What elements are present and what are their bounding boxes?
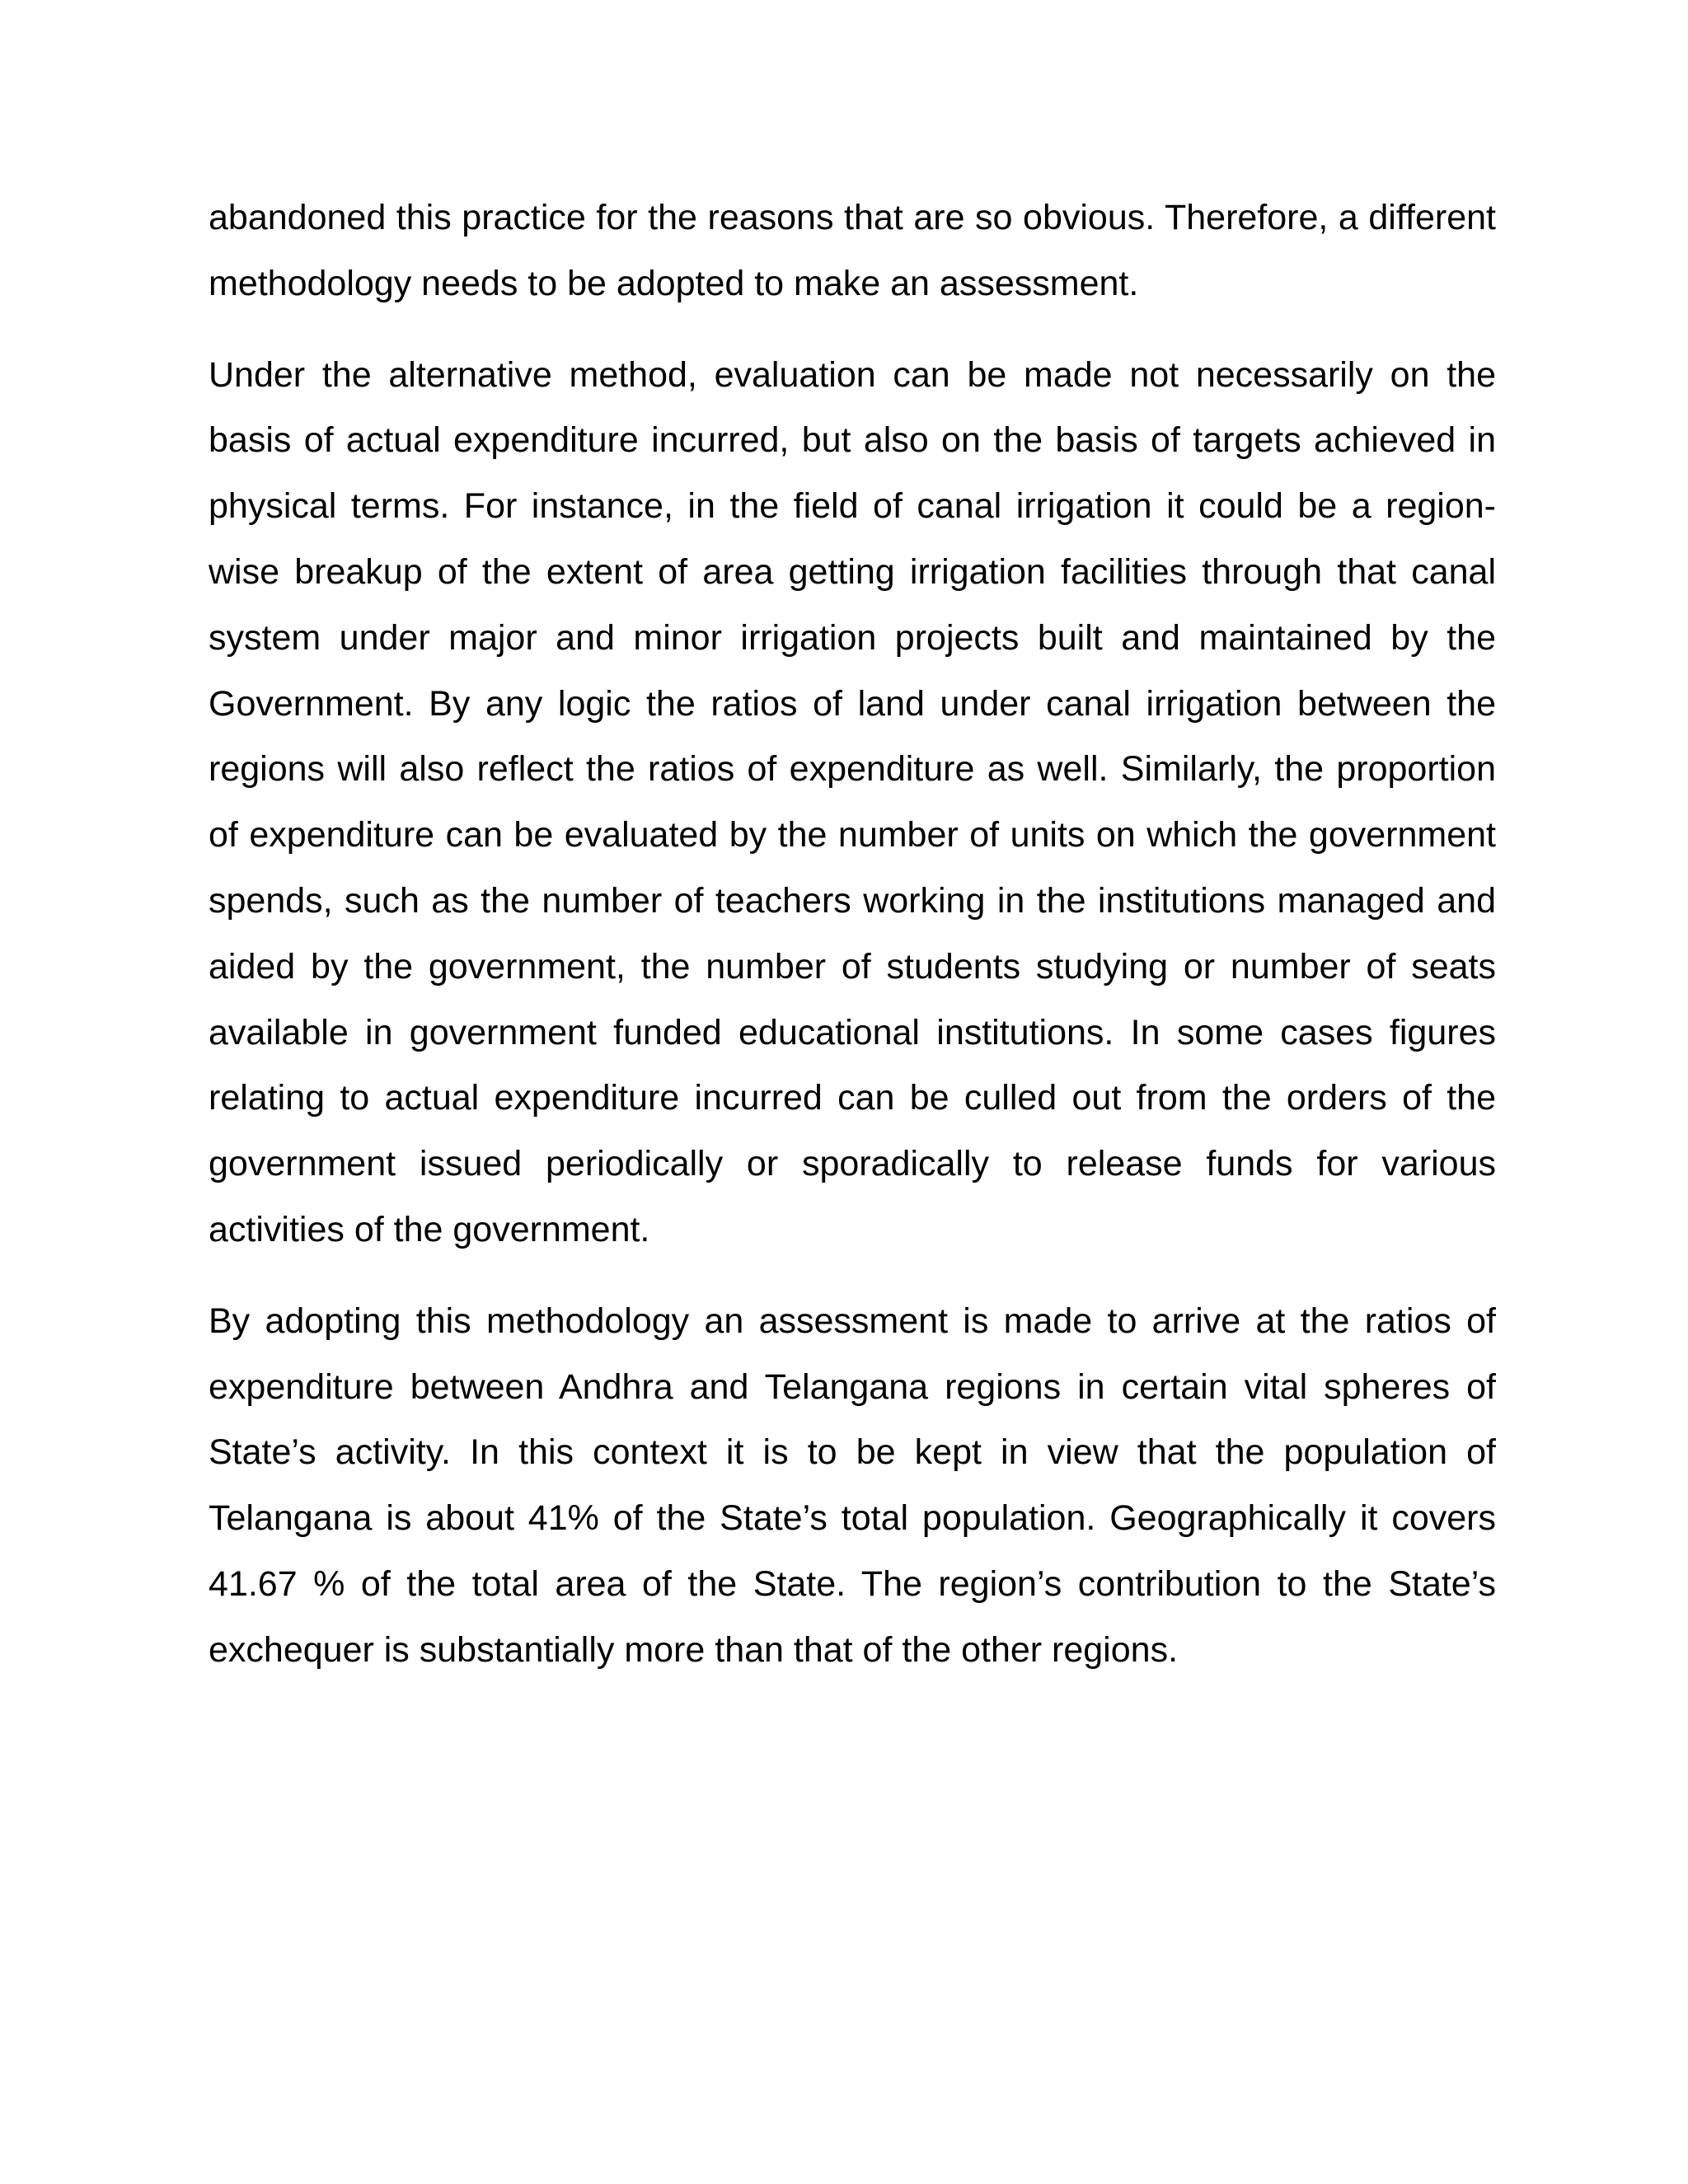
document-body xyxy=(209,185,1496,1684)
paragraph-assessment: By adopting this methodology an assessment is made to arrive at the ratios of expenditure between Andhra and Telangana regions in certain vital spheres of State’s activity. In this context it is to be kept in view that the population of Telangana is about 41% of the State’s total population. Geographically it covers 41.67 % of the total area of the State. The region’s contribution to the State’s exchequer is substantially more than that of the other regions. xyxy=(209,1301,1496,1670)
paragraph-continuation: abandoned this practice for the reasons that are so obvious. Therefore, a different methodology needs to be adopted to make an assessment. xyxy=(209,198,1496,303)
paragraph-alternative-method: Under the alternative method, evaluation can be made not necessarily on the basis of actual expenditure incurred, but also on the basis of targets achieved in physical terms. For instance, in the field of canal irrigation it could be a region-wise breakup of the extent of area getting irrigation facilities through that canal system under major and minor irrigation projects built and maintained by the Government. By any logic the ratios of land under canal irrigation between the regions will also reflect the ratios of expenditure as well. Similarly, the proportion of expenditure can be evaluated by the number of units on which the government spends, such as the number of teachers working in the institutions managed and aided by the government, the number of students studying or number of seats available in government funded educational institutions. In some cases figures relating to actual expenditure incurred can be culled out from the orders of the government issued periodically or sporadically to release funds for various activities of the government. xyxy=(209,354,1496,1249)
